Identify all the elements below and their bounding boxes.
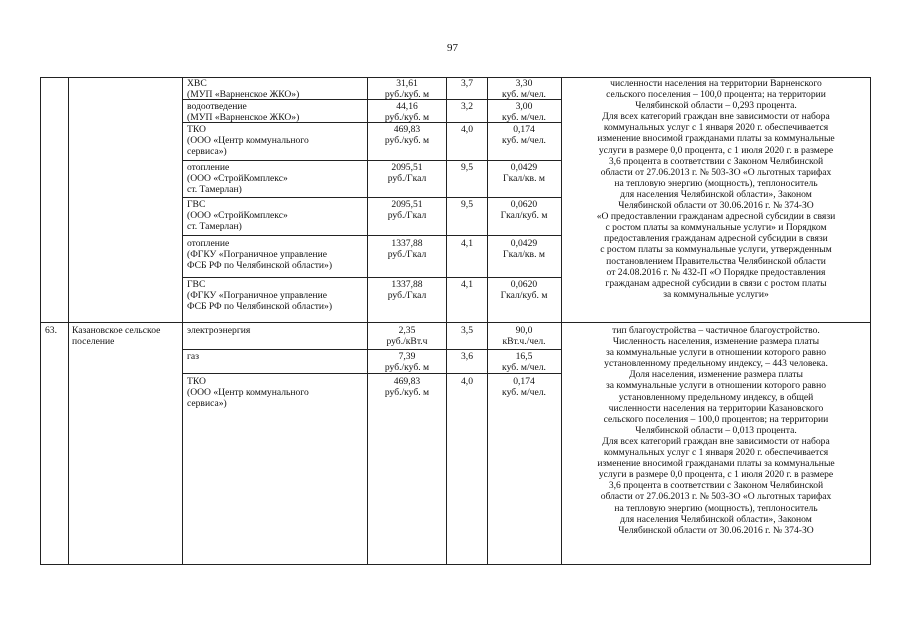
tariff-cell: 31,61 руб./куб. м — [384, 78, 430, 101]
index-cell: 3,7 — [461, 78, 473, 89]
norm-cell: 0,174 куб. м/чел. — [502, 376, 546, 399]
service-cell: ХВС (МУП «Варненское ЖКО») — [187, 78, 300, 101]
service-cell: отопление (ФГКУ «Пограничное управление ФСБ РФ по Челябинской области») — [187, 238, 333, 272]
norm-cell: 0,0620 Гкал/куб. м — [500, 199, 548, 222]
norm-cell: 0,0620 Гкал/куб. м — [500, 279, 548, 302]
table-border-bottom — [40, 564, 871, 565]
tariff-cell: 7,39 руб./куб. м — [384, 351, 430, 374]
index-cell: 4,0 — [461, 376, 473, 387]
col-divider — [68, 77, 69, 565]
service-divider — [182, 235, 561, 236]
index-cell: 3,6 — [461, 351, 473, 362]
tariff-cell: 2095,51 руб./Гкал — [387, 199, 427, 222]
col-divider — [367, 77, 368, 565]
index-cell: 4,1 — [461, 238, 473, 249]
description-cell: тип благоустройства – частичное благоустройство. Численность населения, изменение размера платы за коммунальные услуги в отношении которого равно установленному предельному индексу, – 443 человека. Доля населения, изменение размера платы за коммунальные услуги в отношении которого равно установленному предельному индексу, в общей численности населения на территории Казановского сельского поселения – 100,0 процентов; на территории Челябинской области – 0,013 процента. Для всех категорий граждан вне зависимости от набора коммунальных услуг с 1 января 2020 г. обеспечивается изменение вносимой гражданами платы за коммунальные услуги в размере 0,0 процента, с 1 июля 2020 г. в размере 3,6 процента в соответствии с Законом Челябинской области от 27.06.2013 г. № 503-ЗО «О льготных тарифах на тепловую энергию (мощность), теплоноситель для населения Челябинской области», Законом Челябинской области от 30.06.2016 г. № 374-ЗО — [597, 325, 835, 536]
col-divider — [446, 77, 447, 565]
tariff-cell: 1337,88 руб./Гкал — [387, 238, 427, 261]
service-divider — [182, 277, 561, 278]
col-divider — [182, 77, 183, 565]
index-cell: 9,5 — [461, 199, 473, 210]
row-divider — [40, 322, 871, 323]
tariff-cell: 44,16 руб./куб. м — [384, 101, 430, 124]
tariff-cell: 2095,51 руб./Гкал — [387, 162, 427, 185]
tariff-cell: 469,83 руб./куб. м — [384, 124, 430, 147]
service-cell: ТКО (ООО «Центр коммунального сервиса») — [187, 376, 309, 410]
page-number: 97 — [447, 42, 458, 54]
index-cell: 3,2 — [461, 101, 473, 112]
service-cell: ГВС (ФГКУ «Пограничное управление ФСБ РФ по Челябинской области») — [187, 279, 333, 313]
service-cell: отопление (ООО «СтройКомплекс» ст. Тамерлан) — [187, 162, 288, 196]
settlement-name: Казановское сельское поселение — [72, 325, 161, 348]
table-border-left — [40, 77, 41, 565]
service-divider — [182, 197, 561, 198]
norm-cell: 3,30 куб. м/чел. — [502, 78, 546, 101]
col-divider — [487, 77, 488, 565]
service-divider — [182, 160, 561, 161]
row-number: 63. — [45, 325, 57, 336]
tariff-cell: 1337,88 руб./Гкал — [387, 279, 427, 302]
index-cell: 4,0 — [461, 124, 473, 135]
tariff-cell: 469,83 руб./куб. м — [384, 376, 430, 399]
service-cell: газ — [187, 351, 199, 362]
description-cell: численности населения на территории Варненского сельского поселения – 100,0 процента; на территории Челябинской области – 0,293 процента. Для всех категорий граждан вне зависимости от набора коммунальных услуг с 1 января 2020 г. обеспечивается изменение вносимой гражданами платы за коммунальные услуги в размере 0,0 процента, с 1 июля 2020 г. в размере 3,6 процента в соответствии с Законом Челябинской области от 27.06.2013 г. № 503-ЗО «О льготных тарифах на тепловую энергию (мощность), теплоноситель для населения Челябинской области», Законом Челябинской области от 30.06.2016 г. № 374-ЗО «О предоставлении гражданам адресной субсидии в связи с ростом платы за коммунальные услуги» и Порядком предоставления гражданам адресной субсидии в связи с ростом платы за коммунальные услуги, утвержденным постановлением Правительства Челябинской области от 24.08.2016 г. № 432-П «О Порядке предоставления гражданам адресной субсидии в связи с ростом платы за коммунальные услуги» — [596, 78, 836, 300]
index-cell: 3,5 — [461, 325, 473, 336]
norm-cell: 0,174 куб. м/чел. — [502, 124, 546, 147]
service-cell: ТКО (ООО «Центр коммунального сервиса») — [187, 124, 309, 158]
norm-cell: 3,00 куб. м/чел. — [502, 101, 546, 124]
service-divider — [182, 349, 561, 350]
index-cell: 9,5 — [461, 162, 473, 173]
norm-cell: 16,5 куб. м/чел. — [502, 351, 546, 374]
table-border-right — [870, 77, 871, 565]
service-cell: электроэнергия — [187, 325, 251, 336]
index-cell: 4,1 — [461, 279, 473, 290]
norm-cell: 0,0429 Гкал/кв. м — [503, 238, 545, 261]
service-cell: ГВС (ООО «СтройКомплекс» ст. Тамерлан) — [187, 199, 288, 233]
service-cell: водоотведение (МУП «Варненское ЖКО») — [187, 101, 300, 124]
norm-cell: 0,0429 Гкал/кв. м — [503, 162, 545, 185]
tariff-cell: 2,35 руб./кВт.ч — [386, 325, 428, 348]
norm-cell: 90,0 кВт.ч./чел. — [502, 325, 546, 348]
